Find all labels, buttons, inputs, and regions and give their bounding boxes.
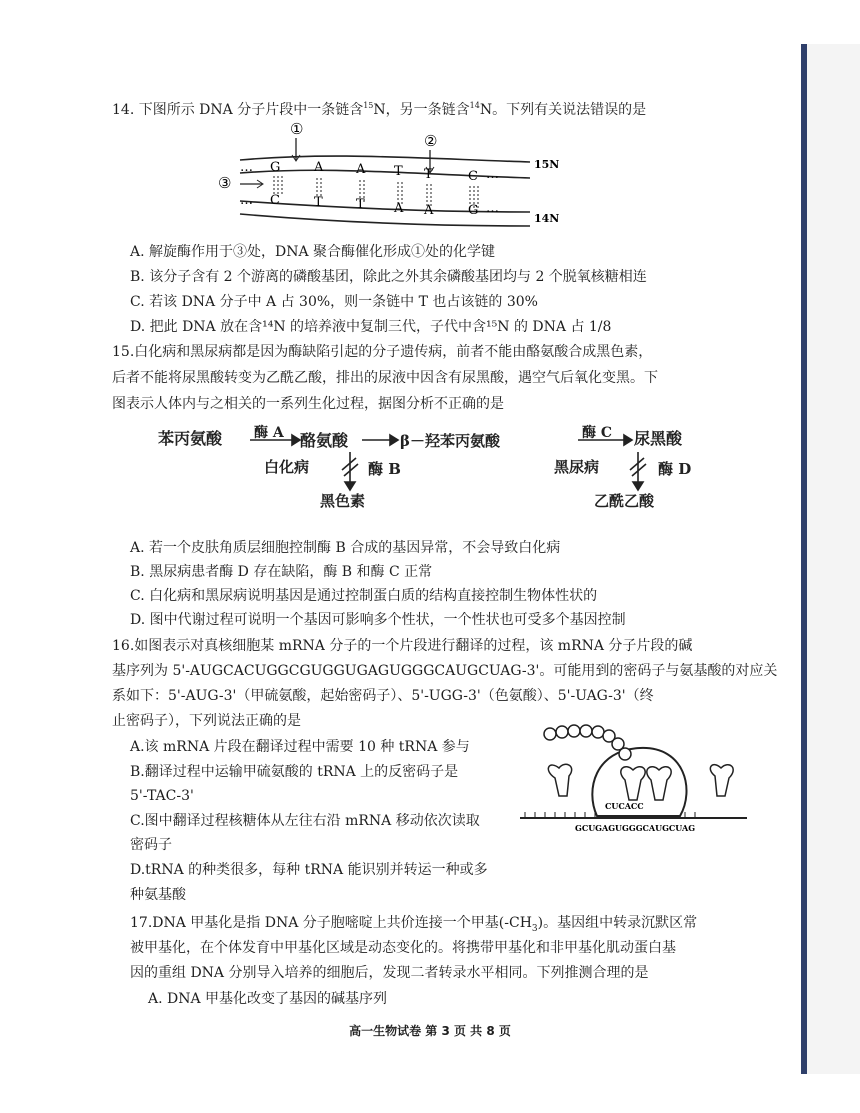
svg-text:G: G (270, 160, 281, 175)
q16-option-c-cont: 密码子 (130, 837, 172, 853)
svg-text:A: A (394, 201, 404, 216)
q16-option-a: A.该 mRNA 片段在翻译过程中需要 10 种 tRNA 参与 (130, 739, 470, 755)
svg-text:黑尿病: 黑尿病 (554, 458, 600, 476)
mrna-sequence-label: GCUGAGUGGGCAUGCUAG (575, 823, 696, 833)
svg-text:A: A (356, 162, 366, 177)
svg-text:T: T (394, 164, 403, 179)
bottom-isotope-label: 14N (534, 212, 560, 225)
svg-text:C: C (468, 169, 478, 184)
svg-text:苯丙氨酸: 苯丙氨酸 (158, 429, 223, 448)
svg-text:C: C (270, 193, 280, 208)
q15-option-a: A. 若一个皮肤角质层细胞控制酶 B 合成的基因异常，不会导致白化病 (130, 540, 561, 556)
svg-text:酶 D: 酶 D (658, 460, 692, 478)
metabolic-pathway (150, 420, 730, 520)
label-1: ① (290, 120, 304, 138)
q15-option-c: C. 白化病和黑尿病说明基因是通过控制蛋白质的结构直接控制生物体性状的 (130, 588, 598, 604)
svg-text:T: T (314, 195, 323, 210)
svg-text:…: … (486, 167, 499, 182)
page-footer: 高一生物试卷 第 3 页 共 8 页 (349, 1024, 511, 1038)
q16-option-d-cont: 种氨基酸 (130, 887, 186, 903)
scan-page-shadow (807, 44, 860, 1074)
q16-stem-line-2: 基序列为 5'-AUGCACUGGCGUGGUGAGUGGGCAUGCUAG-3'。可能用到的密码子与氨基酸的对应关 (112, 663, 778, 679)
q15-stem-line-2: 后者不能将尿黑酸转变为乙酰乙酸，排出的尿液中因含有尿黑酸，遇空气后氧化变黑。下 (112, 370, 658, 386)
q16-option-b-cont: 5'-TAC-3' (130, 788, 194, 804)
svg-text:酶 C: 酶 C (582, 425, 613, 441)
svg-text:白化病: 白化病 (264, 458, 310, 476)
dna-diagram (210, 118, 570, 238)
label-2: ② (424, 132, 438, 150)
label-3: ③ (218, 174, 232, 192)
q15-stem-line-1: 15.白化病和黑尿病都是因为酶缺陷引起的分子遗传病，前者不能由酪氨酸合成黑色素， (112, 344, 653, 360)
q16-stem-line-4: 止密码子），下列说法正确的是 (112, 713, 301, 729)
svg-text:尿黑酸: 尿黑酸 (634, 429, 683, 448)
q16-stem-line-1: 16.如图表示对真核细胞某 mRNA 分子的一个片段进行翻译的过程，该 mRNA 分子片段的碱 (112, 638, 693, 654)
q14-stem: 14. 下图所示 DNA 分子片段中一条链含$^{15}$N，另一条链含$^{14}$N。下列有关说法错误的是 (112, 101, 647, 118)
q17-option-a: A. DNA 甲基化改变了基因的碱基序列 (148, 991, 388, 1007)
q16-option-b: B.翻译过程中运输甲硫氨酸的 tRNA 上的反密码子是 (130, 764, 459, 780)
svg-text:酶 A: 酶 A (254, 425, 284, 441)
svg-text:酶 B: 酶 B (368, 460, 401, 478)
q15-stem-line-3: 图表示人体内与之相关的一系列生化过程，据图分析不正确的是 (112, 396, 504, 412)
svg-text:T: T (356, 197, 365, 212)
anticodon-label: CUCACC (605, 801, 644, 811)
q17-stem-line-3: 因的重组 DNA 分别导入培养的细胞后，发现二者转录水平相同。下列推测合理的是 (130, 965, 649, 981)
svg-text:G: G (468, 203, 479, 218)
svg-text:T: T (424, 167, 433, 182)
top-isotope-label: 15N (534, 158, 560, 171)
q14-option-c: C. 若该 DNA 分子中 A 占 30%，则一条链中 T 也占该链的 30% (130, 294, 538, 310)
q14-option-d: D. 把此 DNA 放在含¹⁴N 的培养液中复制三代，子代中含¹⁵N 的 DNA 占 1/8 (130, 319, 612, 335)
svg-text:乙酰乙酸: 乙酰乙酸 (594, 492, 655, 510)
q15-option-d: D. 图中代谢过程可说明一个基因可影响多个性状，一个性状也可受多个基因控制 (130, 612, 626, 628)
q17-stem-line-2: 被甲基化，在个体发育中甲基化区域是动态变化的。将携带甲基化和非甲基化肌动蛋白基 (130, 940, 676, 956)
svg-text:酪氨酸: 酪氨酸 (300, 431, 349, 450)
q15-option-b: B. 黑尿病患者酶 D 存在缺陷，酶 B 和酶 C 正常 (130, 564, 433, 580)
q16-stem-line-3: 系如下：5'-AUG-3'（甲硫氨酸，起始密码子）、5'-UGG-3'（色氨酸）、5'-UAG-3'（终 (112, 688, 654, 704)
q14-option-a: A. 解旋酶作用于③处，DNA 聚合酶催化形成①处的化学键 (130, 244, 496, 260)
svg-text:…: … (240, 160, 253, 175)
q17-stem-line-1: 17.DNA 甲基化是指 DNA 分子胞嘧啶上共价连接一个甲基$(-CH_3)$。基因组中转录沉默区常 (130, 915, 698, 934)
svg-text:β－羟苯丙氨酸: β－羟苯丙氨酸 (400, 432, 500, 450)
scan-page-edge (801, 44, 807, 1074)
q16-option-c: C.图中翻译过程核糖体从左往右沿 mRNA 移动依次读取 (130, 813, 480, 829)
q16-option-d: D.tRNA 的种类很多，每种 tRNA 能识别并转运一种或多 (130, 862, 488, 878)
svg-text:黑色素: 黑色素 (320, 492, 366, 510)
svg-text:A: A (424, 203, 434, 218)
svg-text:A: A (314, 160, 324, 175)
svg-text:…: … (486, 201, 499, 216)
q14-option-b: B. 该分子含有 2 个游离的磷酸基团，除此之外其余磷酸基团均与 2 个脱氧核糖相连 (130, 269, 647, 285)
translation-figure (515, 720, 755, 845)
svg-text:…: … (240, 193, 253, 208)
